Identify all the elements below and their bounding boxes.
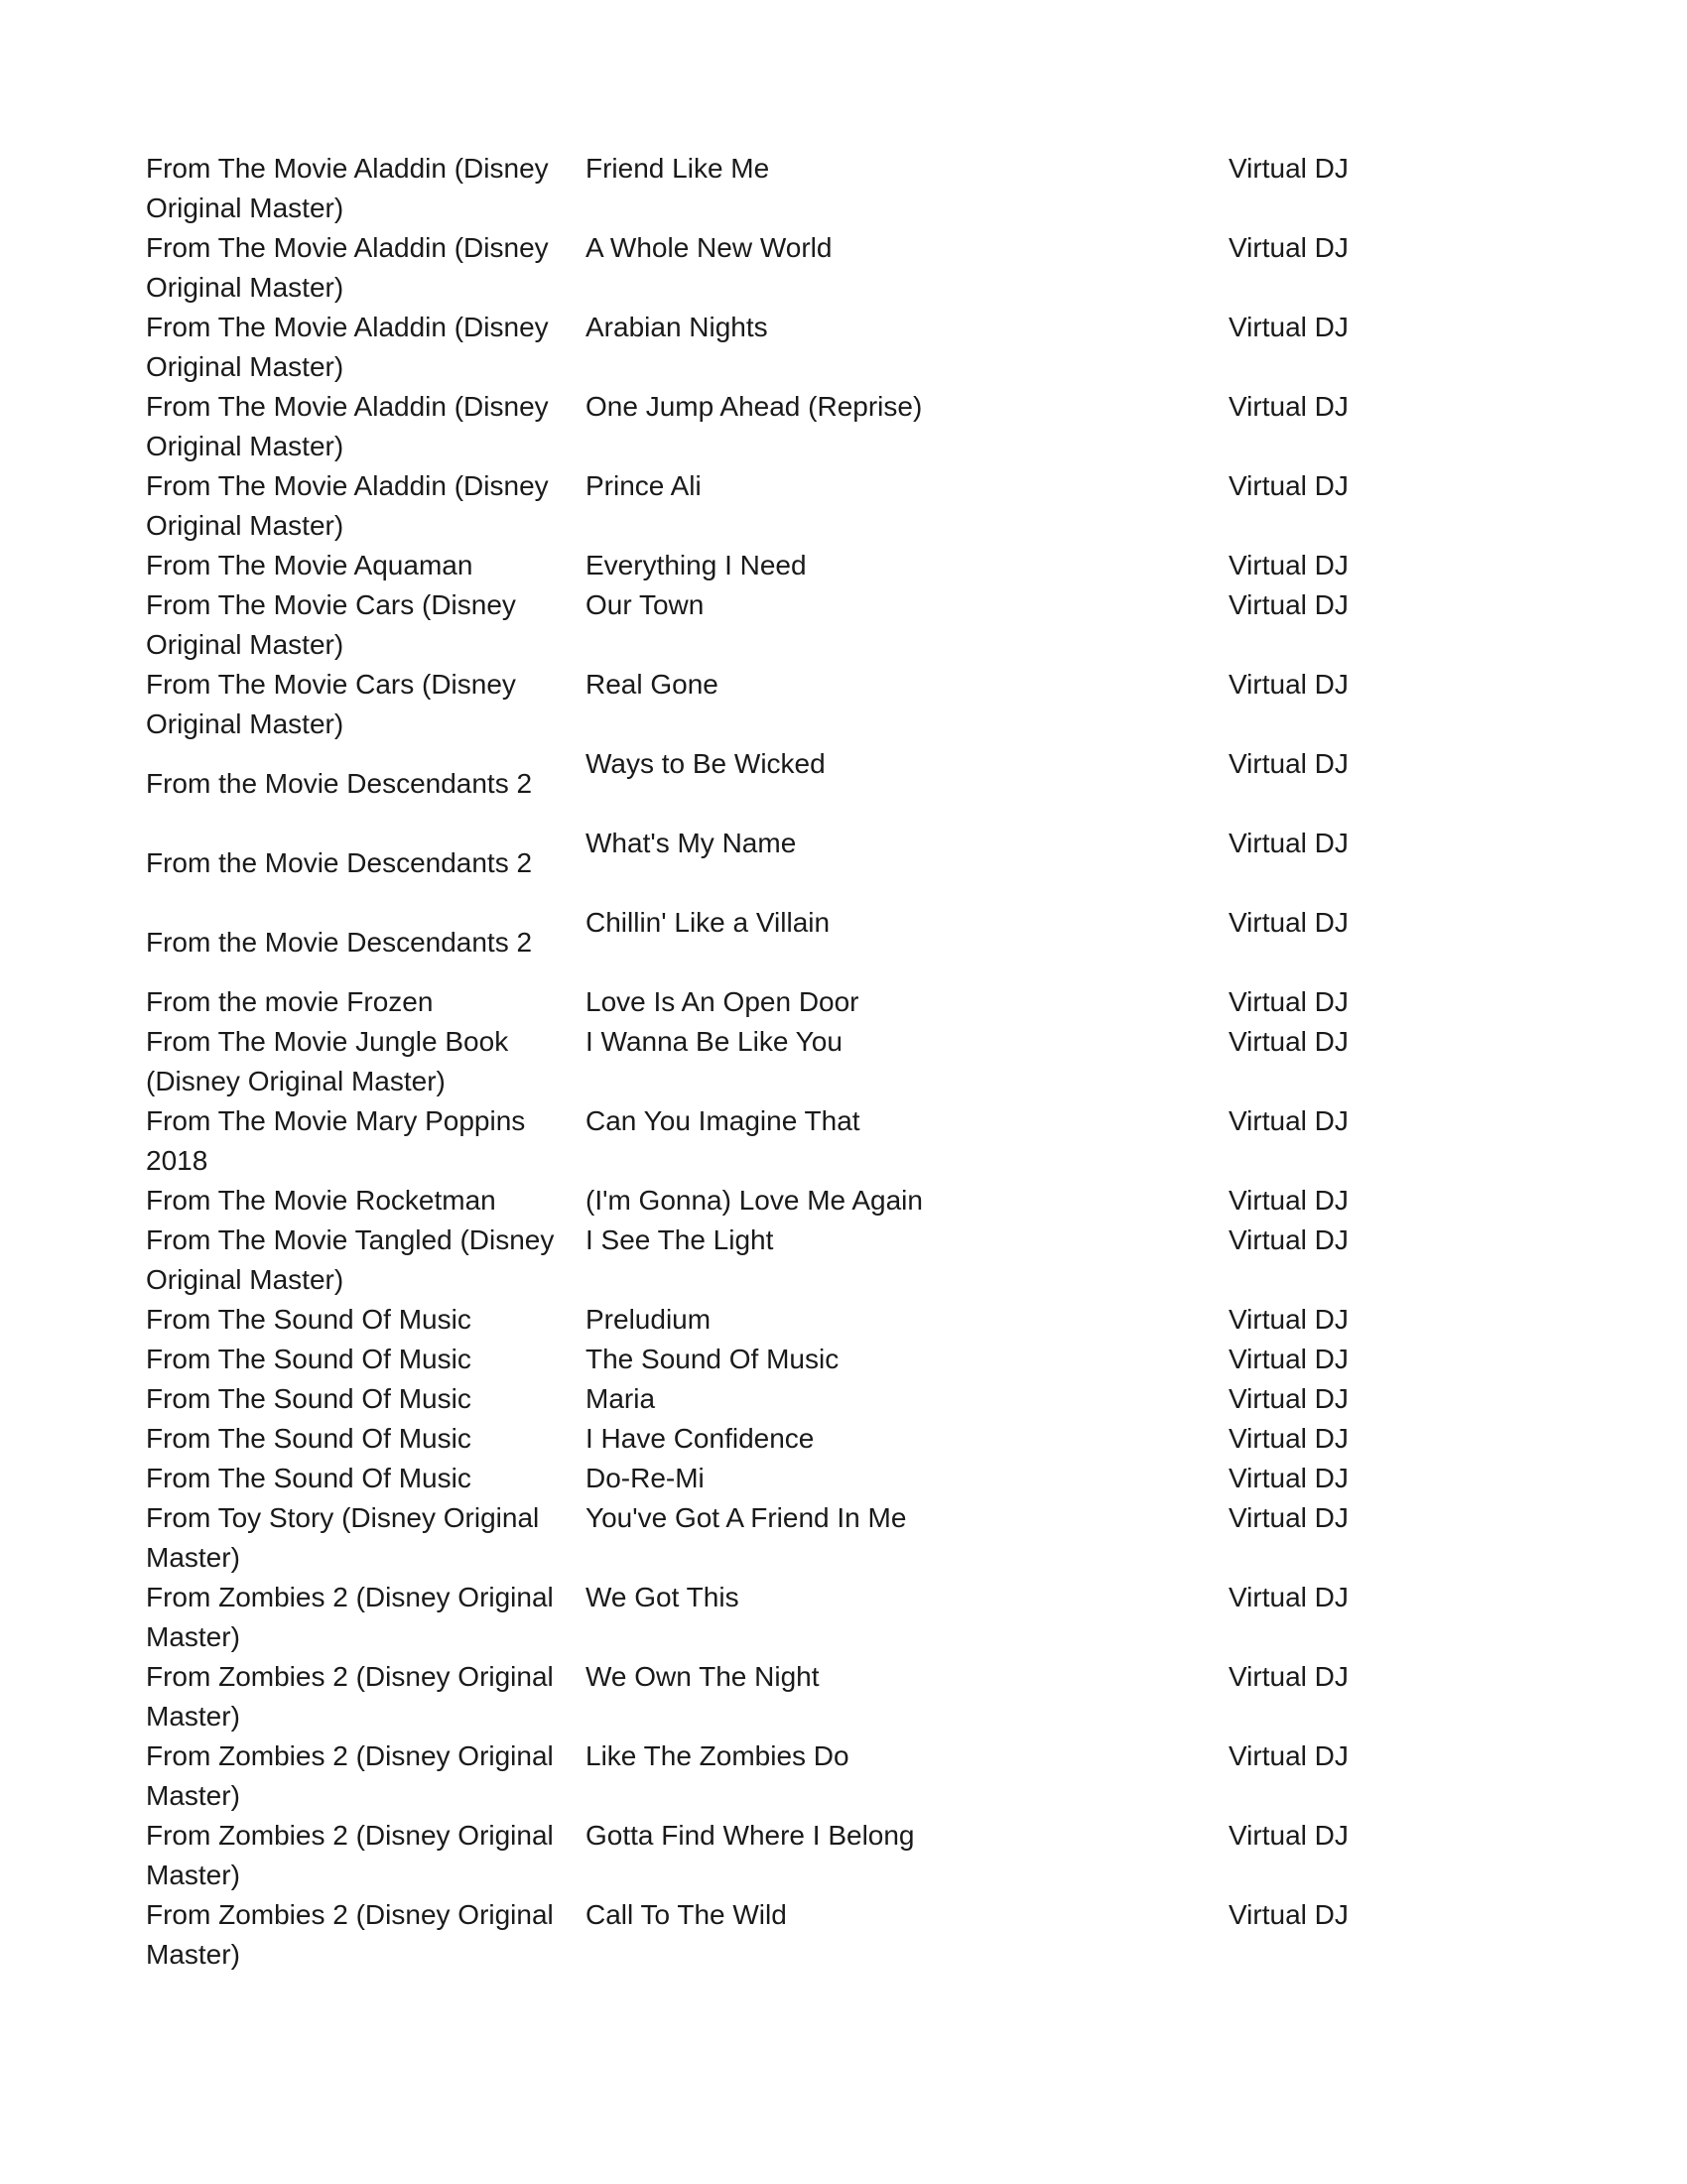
artist-cell: From the Movie Descendants 2 [146,927,533,958]
artist-cell: From Zombies 2 (Disney Original Master) [146,1899,554,1970]
list-item [146,1816,1436,1895]
artist-cell: From the movie Frozen [146,986,434,1017]
list-item [146,466,1436,546]
title-cell: We Got This [585,1582,739,1612]
list-item [146,1300,1436,1340]
list-item [146,1498,1436,1578]
source-cell: Virtual DJ [1229,986,1349,1017]
title-cell: I See The Light [585,1224,774,1255]
source-cell: Virtual DJ [1229,1423,1349,1454]
source-cell: Virtual DJ [1229,1026,1349,1057]
title-cell: (I'm Gonna) Love Me Again [585,1185,923,1216]
source-cell: Virtual DJ [1229,312,1349,342]
source-cell: Virtual DJ [1229,550,1349,580]
artist-cell: From The Movie Aladdin (Disney Original Master) [146,470,549,541]
artist-cell: From The Movie Aquaman [146,550,473,580]
list-item [146,387,1436,466]
list-item [146,585,1436,665]
source-cell: Virtual DJ [1229,1383,1349,1414]
artist-cell: From the Movie Descendants 2 [146,847,533,878]
artist-cell: From Zombies 2 (Disney Original Master) [146,1661,554,1732]
source-cell: Virtual DJ [1229,669,1349,700]
title-cell: Prince Ali [585,470,702,501]
title-cell: Chillin' Like a Villain [585,907,831,938]
title-cell: Our Town [585,589,705,620]
source-cell: Virtual DJ [1229,470,1349,501]
source-cell: Virtual DJ [1229,232,1349,263]
list-item [146,1419,1436,1459]
source-cell: Virtual DJ [1229,907,1349,938]
artist-cell: From The Movie Jungle Book (Disney Original Master) [146,1026,509,1096]
title-cell: What's My Name [585,828,797,858]
source-cell: Virtual DJ [1229,1661,1349,1692]
artist-cell: From The Sound Of Music [146,1344,471,1374]
list-item [146,665,1436,744]
list-item [146,1895,1436,1975]
list-item [146,744,1436,824]
source-cell: Virtual DJ [1229,1224,1349,1255]
source-cell: Virtual DJ [1229,1185,1349,1216]
list-item [146,1657,1436,1736]
title-cell: Like The Zombies Do [585,1740,849,1771]
artist-cell: From the Movie Descendants 2 [146,768,533,799]
source-cell: Virtual DJ [1229,1899,1349,1930]
artist-cell: From The Sound Of Music [146,1383,471,1414]
artist-cell: From Zombies 2 (Disney Original Master) [146,1740,554,1811]
artist-cell: From Toy Story (Disney Original Master) [146,1502,540,1573]
title-cell: Do-Re-Mi [585,1463,705,1493]
artist-cell: From The Movie Aladdin (Disney Original Master) [146,232,549,303]
artist-cell: From The Movie Rocketman [146,1185,496,1216]
list-item [146,228,1436,308]
list-item [146,1181,1436,1220]
artist-cell: From The Sound Of Music [146,1304,471,1335]
artist-cell: From The Movie Cars (Disney Original Master) [146,669,516,739]
title-cell: Maria [585,1383,656,1414]
title-cell: Friend Like Me [585,153,770,184]
title-cell: Ways to Be Wicked [585,748,826,779]
title-cell: Call To The Wild [585,1899,787,1930]
source-cell: Virtual DJ [1229,1463,1349,1493]
list-item [146,308,1436,387]
artist-cell: From The Movie Cars (Disney Original Master) [146,589,516,660]
source-cell: Virtual DJ [1229,748,1349,779]
list-item [146,1340,1436,1379]
source-cell: Virtual DJ [1229,1820,1349,1851]
list-item [146,824,1436,903]
source-cell: Virtual DJ [1229,1105,1349,1136]
source-cell: Virtual DJ [1229,153,1349,184]
title-cell: Everything I Need [585,550,807,580]
song-list [146,149,1436,1975]
source-cell: Virtual DJ [1229,1344,1349,1374]
list-item [146,982,1436,1022]
title-cell: I Have Confidence [585,1423,815,1454]
list-item [146,1101,1436,1181]
title-cell: Love Is An Open Door [585,986,859,1017]
title-cell: Can You Imagine That [585,1105,860,1136]
title-cell: I Wanna Be Like You [585,1026,843,1057]
source-cell: Virtual DJ [1229,1304,1349,1335]
source-cell: Virtual DJ [1229,1740,1349,1771]
artist-cell: From The Movie Aladdin (Disney Original Master) [146,153,549,223]
title-cell: Real Gone [585,669,718,700]
artist-cell: From The Movie Tangled (Disney Original Master) [146,1224,555,1295]
list-item [146,1459,1436,1498]
artist-cell: From Zombies 2 (Disney Original Master) [146,1582,554,1652]
source-cell: Virtual DJ [1229,589,1349,620]
list-item [146,1379,1436,1419]
source-cell: Virtual DJ [1229,391,1349,422]
list-item [146,903,1436,982]
title-cell: You've Got A Friend In Me [585,1502,907,1533]
artist-cell: From The Movie Mary Poppins 2018 [146,1105,526,1176]
source-cell: Virtual DJ [1229,828,1349,858]
title-cell: One Jump Ahead (Reprise) [585,391,923,422]
list-item [146,546,1436,585]
artist-cell: From The Movie Aladdin (Disney Original Master) [146,312,549,382]
title-cell: We Own The Night [585,1661,820,1692]
title-cell: Preludium [585,1304,712,1335]
artist-cell: From Zombies 2 (Disney Original Master) [146,1820,554,1890]
source-cell: Virtual DJ [1229,1582,1349,1612]
artist-cell: From The Movie Aladdin (Disney Original Master) [146,391,549,461]
artist-cell: From The Sound Of Music [146,1463,471,1493]
list-item [146,1736,1436,1816]
list-item [146,149,1436,228]
title-cell: A Whole New World [585,232,833,263]
title-cell: Gotta Find Where I Belong [585,1820,915,1851]
list-item [146,1220,1436,1300]
list-item [146,1578,1436,1657]
artist-cell: From The Sound Of Music [146,1423,471,1454]
title-cell: Arabian Nights [585,312,768,342]
source-cell: Virtual DJ [1229,1502,1349,1533]
title-cell: The Sound Of Music [585,1344,840,1374]
list-item [146,1022,1436,1101]
